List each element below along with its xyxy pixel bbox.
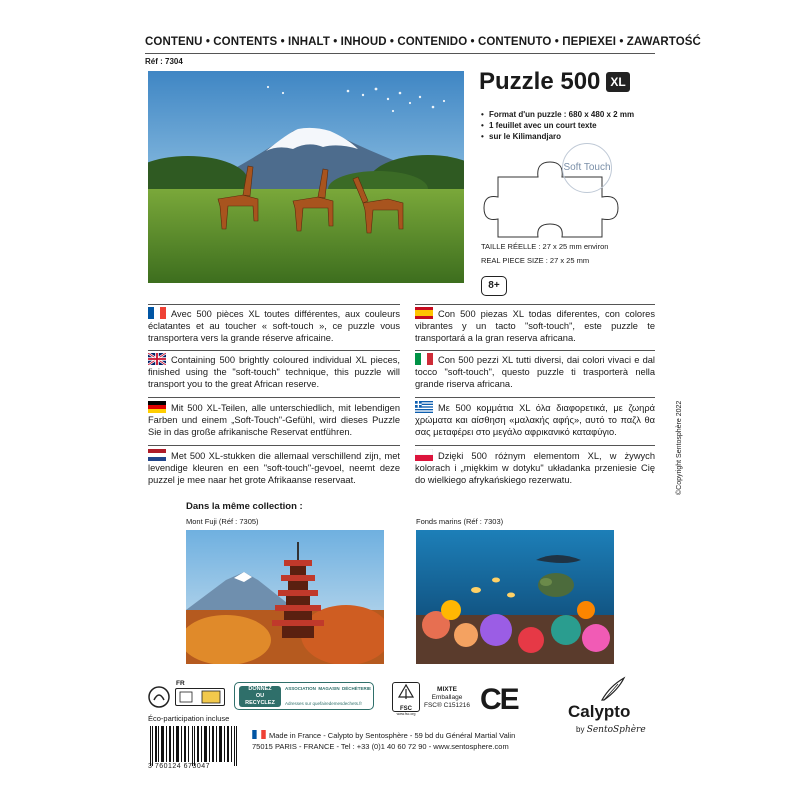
sentosphere-text: SentoSphère (586, 725, 646, 735)
fsc-code: FSC® C151216 (424, 702, 470, 709)
germany-flag-icon (148, 401, 166, 413)
divider-pl (415, 445, 655, 446)
divider-fr (148, 304, 400, 305)
greece-flag-icon (415, 401, 433, 413)
mont-fuji-image (186, 530, 384, 664)
triman-col-decheterie: DÉCHÈTERIE (341, 686, 371, 691)
triman-columns (285, 686, 371, 691)
languages-header: CONTENU • CONTENTS • INHALT • INHOUD • CONTENIDO • CONTENUTO • ΠΕΡΙΕΧΕΙ • ZAWARTOŚĆ (145, 36, 701, 48)
collection-heading: Dans la même collection : (186, 501, 303, 512)
desc-en-text: Containing 500 brightly coloured individual XL pieces, finished using the "soft-touch" technique, this puzzle will transport you to the great African reserve. (148, 355, 400, 389)
uk-flag-icon (148, 353, 166, 365)
divider-it (415, 350, 655, 351)
desc-de-text: Mit 500 XL-Teilen, alle unterschiedlich, mit lebendigen Farben und einem „Soft-Touch"-Gefühl, wird dieses Puzzle Sie in das große afrikanische Reservat entführen. (148, 403, 400, 437)
made-line-1-row (252, 730, 515, 741)
triman-col-magasin: MAGASIN (318, 686, 340, 691)
bullet-leaflet-cont: • sur le Kilimandjaro (481, 131, 634, 142)
product-bullets (481, 109, 634, 142)
divider-es (415, 304, 655, 305)
brand-by (576, 725, 646, 735)
desc-el (415, 401, 655, 438)
soft-touch-badge: Soft Touch (562, 143, 612, 193)
bullet-format: • Format d'un puzzle : 680 x 480 x 2 mm (481, 109, 634, 120)
quill-icon (596, 676, 626, 702)
desc-it-text: Con 500 pezzi XL tutti diversi, dai colori vivaci e dal tocco "soft-touch", questo puzzle ti trasporterà nella grande riserva africana. (415, 355, 655, 389)
desc-fr-text: Avec 500 pièces XL toutes différentes, aux couleurs éclatantes et au toucher « soft-touch », ce puzzle vous transportera vers la grande réserve africaine. (148, 309, 400, 343)
eco-participation: Éco-participation incluse (148, 714, 230, 723)
ce-mark: CE (480, 683, 518, 716)
copyright-text (676, 401, 683, 495)
desc-es (415, 307, 655, 344)
bullet-leaflet: • 1 feuillet avec un court texte (481, 120, 634, 131)
donnez-left (239, 686, 281, 707)
desc-el-text: Με 500 κομμάτια XL όλα διαφορετικά, με ζωηρά χρώματα και αίσθηση «μαλακής αφής», αυτό το παζλ θα σας μεταφέρει στο μεγάλο αφρικανικό καταφύγιο. (415, 403, 655, 437)
real-size-fr: TAILLE RÉELLE : 27 x 25 mm environ (481, 242, 609, 251)
recycle-bin-icon (175, 688, 225, 706)
triman-col-association: ASSOCIATION (285, 686, 316, 691)
triman-logo-icon (148, 686, 170, 708)
xl-badge: XL (606, 72, 629, 92)
desc-pl-text: Dzięki 500 różnym elementom XL, w żywych kolorach i „miękkim w dotyku" układanka przeniesie Cię do wielkiego afrykańskiego rezerwatu. (415, 451, 655, 485)
divider-nl (148, 445, 400, 446)
fsc-tree-icon (393, 683, 419, 701)
collection-caption-fuji: Mont Fuji (Réf : 7305) (186, 517, 259, 526)
header-divider (145, 53, 655, 54)
fsc-logo (392, 682, 420, 716)
made-line-2: 75015 PARIS - FRANCE - Tel : +33 (0)1 40 60 72 90 - www.sentosphere.com (252, 742, 509, 751)
spain-flag-icon (415, 307, 433, 319)
netherlands-flag-icon (148, 449, 166, 461)
france-flag-small-icon (252, 730, 266, 739)
kilimanjaro-giraffes-image (148, 71, 464, 283)
desc-de (148, 401, 400, 438)
fsc-url: www.fsc.org (396, 712, 416, 716)
real-size-en: REAL PIECE SIZE : 27 x 25 mm (481, 256, 590, 265)
desc-fr (148, 307, 400, 344)
made-line-1: Made in France - Calypto by Sentosphère - 59 bd du Général Martial Valin (269, 731, 516, 740)
fsc-mixte: MIXTE (437, 686, 457, 693)
donnez-recyclez-logo (234, 682, 374, 710)
fsc-logo-text: FSC (400, 706, 412, 712)
calypto-logo (568, 676, 658, 738)
reference-number: Réf : 7304 (145, 57, 183, 66)
donnez-text: DONNEZ (248, 686, 272, 692)
fr-label: FR (176, 680, 185, 687)
desc-en (148, 353, 400, 390)
desc-it (415, 353, 655, 390)
divider-de (148, 397, 400, 398)
triman-url: Adresses sur quefairedemesdechets.fr (285, 701, 363, 706)
italy-flag-icon (415, 353, 433, 365)
desc-nl-text: Met 500 XL-stukken die allemaal verschillend zijn, met levendige kleuren en een "soft-touch"-gevoel, neemt deze puzzel je mee naar het grote Afrikaanse reservaat. (148, 451, 400, 485)
by-text: by (576, 725, 585, 734)
ou-text: OU (255, 693, 265, 699)
age-badge: 8+ (481, 276, 507, 296)
fsc-info (424, 686, 470, 710)
barcode-number: 3 760124 673047 (148, 763, 210, 770)
product-title (479, 68, 630, 96)
divider-el (415, 397, 655, 398)
recyclez-text: RECYCLEZ (245, 700, 275, 706)
barcode (148, 726, 240, 772)
collection-caption-ocean: Fonds marins (Réf : 7303) (416, 517, 504, 526)
desc-es-text: Con 500 piezas XL todas diferentes, con colores vibrantes y un tacto "soft-touch", este puzzle te transportará a la gran reserva africana. (415, 309, 655, 343)
product-title-text: Puzzle 500 (479, 68, 601, 95)
france-flag-icon (148, 307, 166, 319)
made-in-france (252, 730, 515, 752)
brand-name: Calypto (568, 702, 631, 721)
divider-en (148, 350, 400, 351)
fsc-emballage: Emballage (431, 694, 463, 701)
ocean-floor-image (416, 530, 614, 664)
copyright-label: ©Copyright Sentosphère 2022 (676, 400, 683, 495)
poland-flag-icon (415, 449, 433, 461)
desc-pl (415, 449, 655, 486)
desc-nl (148, 449, 400, 486)
